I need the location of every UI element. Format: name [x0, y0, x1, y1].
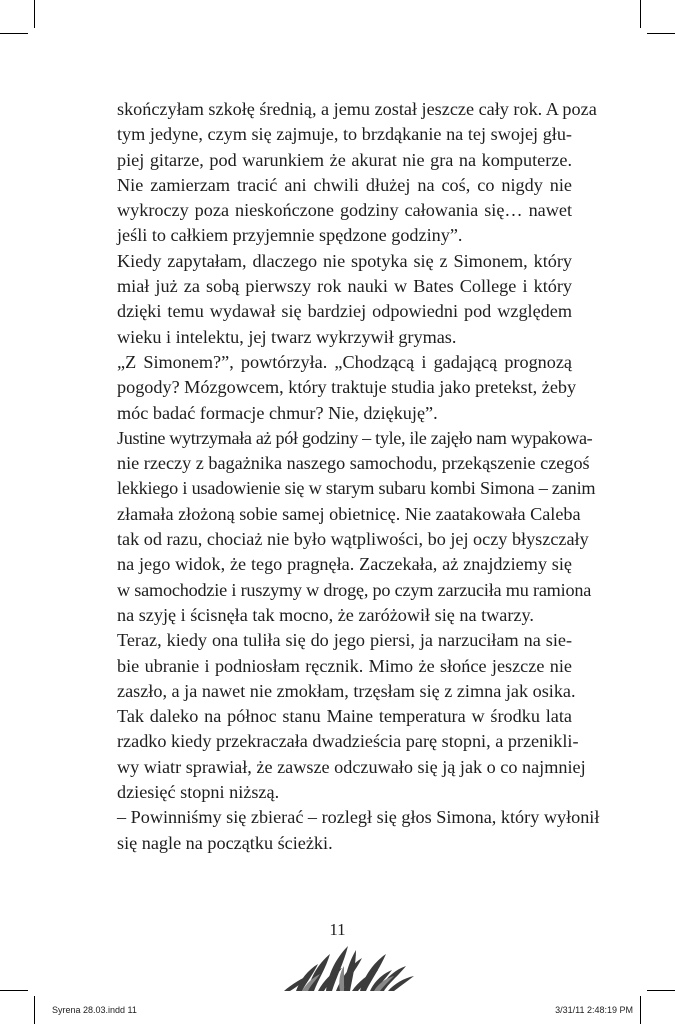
text-line: jeśli to całkiem przyjemnie spędzone godziny”. — [117, 225, 463, 246]
crop-mark — [0, 990, 28, 991]
text-line: zaszło, a ja nawet nie zmokłam, trzęsłam się z zimna jak osika. — [117, 680, 576, 701]
crop-mark — [34, 0, 35, 28]
text-line: złamała złożoną sobie samej obietnicę. Nie zaatakowała Caleba — [117, 503, 581, 524]
text-line: „Z Simonem?”, powtórzyła. „Chodzącą i gadającą prognozą — [117, 351, 572, 372]
crop-mark — [647, 990, 675, 991]
text-line: tak od razu, chociaż nie było wątpliwości, bo jej oczy błyszczały — [117, 529, 589, 550]
text-line: piej gitarze, pod warunkiem że akurat nie gra na komputerze. — [117, 149, 572, 170]
text-line: lekkiego i usadowienie się w starym subaru kombi Simona – zanim — [117, 478, 596, 499]
text-line: nie rzeczy z bagażnika naszego samochodu, przekąszenie czegoś — [117, 453, 590, 474]
text-line: w samochodzie i ruszymy w drogę, po czym zarzuciła mu ramiona — [117, 579, 592, 600]
seaweed-ornament-icon — [282, 940, 416, 992]
slug-timestamp: 3/31/11 2:48:19 PM — [555, 1005, 633, 1015]
text-line: pogody? Mózgowcem, który traktuje studia jako pretekst, żeby — [117, 377, 577, 398]
crop-mark — [34, 996, 35, 1024]
crop-mark — [640, 996, 641, 1024]
text-line: tym jedyne, czym się zajmuje, to brzdąkanie na tej swojej głu- — [117, 124, 572, 145]
text-line: na szyję i ścisnęła tak mocno, że zaróżowił się na twarzy. — [117, 604, 534, 625]
crop-mark — [0, 33, 28, 34]
text-line: na jego widok, że tego pragnęła. Zaczekała, aż znajdziemy się — [117, 554, 572, 575]
text-line: wykroczy poza nieskończone godziny całowania się… nawet — [117, 200, 572, 221]
text-line: Kiedy zapytałam, dlaczego nie spotyka się z Simonem, który — [117, 250, 572, 271]
text-line: Tak daleko na północ stanu Maine temperatura w środku lata — [117, 706, 572, 727]
slug-filename: Syrena 28.03.indd 11 — [52, 1005, 137, 1015]
text-line: wieku i intelektu, jej twarz wykrzywił grymas. — [117, 326, 457, 347]
text-line: miał już za sobą pierwszy rok nauki w Bates College i który — [117, 276, 572, 297]
text-line: się nagle na początku ścieżki. — [117, 832, 333, 853]
text-line: Teraz, kiedy ona tuliła się do jego piersi, ja narzuciłam na sie- — [117, 630, 572, 651]
text-line: móc badać formacje chmur? Nie, dziękuję”. — [117, 402, 438, 423]
text-line: wy wiatr sprawiał, że zawsze odczuwało się ją jak o co najmniej — [117, 756, 586, 777]
text-line: rzadko kiedy przekraczała dwadzieścia parę stopni, a przenikli- — [117, 731, 579, 752]
body-text — [117, 97, 600, 856]
text-line: dzięki temu wydawał się bardziej odpowiedni pod względem — [117, 301, 572, 322]
text-line: dziesięć stopni niższą. — [117, 782, 280, 803]
crop-mark — [647, 33, 675, 34]
text-line: Nie zamierzam tracić ani chwili dłużej na coś, co nigdy nie — [117, 174, 572, 195]
text-line: skończyłam szkołę średnią, a jemu został jeszcze cały rok. A poza — [117, 99, 597, 119]
page-number: 11 — [329, 920, 346, 939]
text-line: – Powinniśmy się zbierać – rozległ się głos Simona, który wyłonił — [117, 807, 600, 828]
text-line: Justine wytrzymała aż pół godziny – tyle, ile zajęło nam wypakowa- — [117, 427, 593, 448]
text-line: bie ubranie i podniosłam ręcznik. Mimo że słońce jeszcze nie — [117, 655, 572, 676]
crop-mark — [640, 0, 641, 28]
